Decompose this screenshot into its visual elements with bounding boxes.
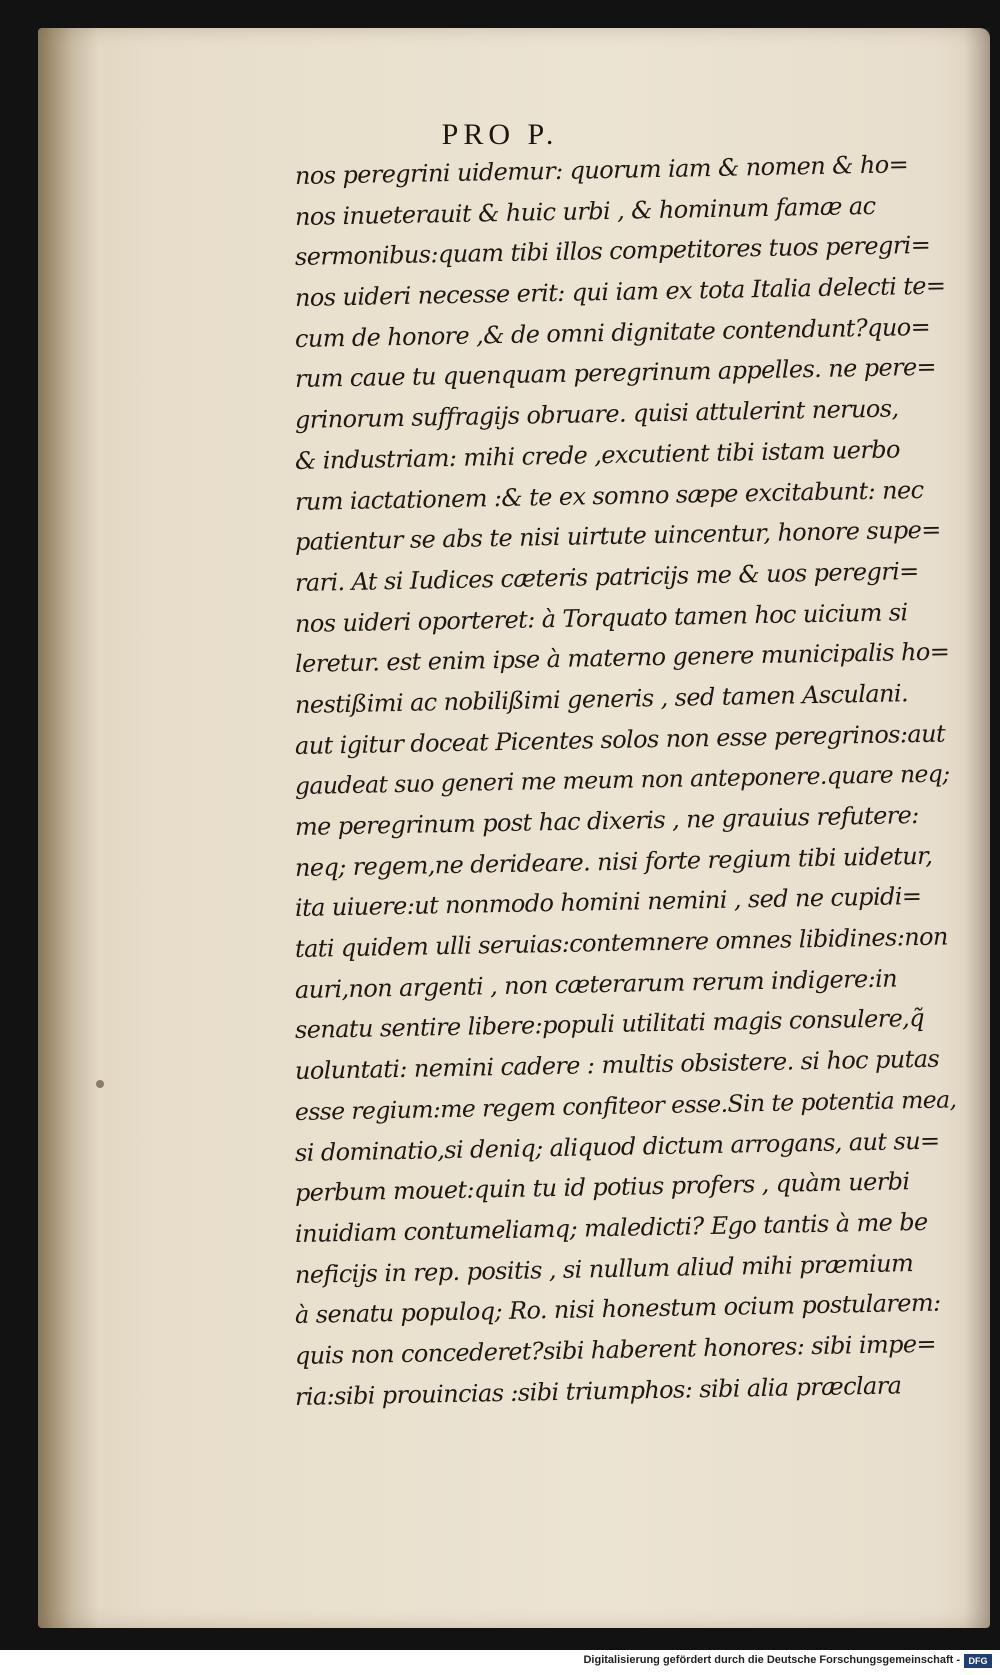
text-line: inuidiam contumeliamq; maledicti? Ego tantis à me be	[294, 1207, 928, 1248]
text-line: à senatu populoq; Ro. nisi honestum ocium postularem:	[294, 1288, 941, 1330]
text-line: perbum mouet:quin tu id potius profers , quàm uerbi	[294, 1167, 910, 1208]
body-text	[294, 150, 960, 1417]
text-line: rum iactationem :& te ex somno sæpe excitabunt: nec	[294, 475, 924, 516]
text-line: neq; regem,ne derideare. nisi forte regium tibi uidetur,	[294, 841, 933, 882]
text-line: ria:sibi prouincias :sibi triumphos: sibi alia præclara	[294, 1370, 902, 1411]
text-line: neficijs in rep. positis , si nullum aliud mihi præmium	[294, 1248, 914, 1289]
text-line: patientur se abs te nisi uirtute uincentur, honore supe=	[294, 515, 942, 557]
text-line: auri,non argenti , non cæterarum rerum indigere:in	[294, 964, 898, 1004]
text-line: grinorum suffragijs obruare. quisi attulerint neruos,	[294, 394, 899, 435]
text-line: nos peregrini uidemur: quorum iam & nomen & ho=	[294, 150, 909, 190]
running-head: PRO P.	[441, 118, 559, 151]
text-line: si dominatio,si deniq; aliquod dictum arrogans, aut su=	[294, 1126, 940, 1167]
dfg-logo: DFG	[964, 1654, 992, 1668]
text-line: gaudeat suo generi me meum non anteponere.quare neq;	[294, 759, 950, 801]
text-line: rum caue tu quenquam peregrinum appelles. ne pere=	[294, 353, 937, 394]
page-edge-shadow	[964, 28, 990, 1628]
text-line: me peregrinum post hac dixeris , ne grauius refutere:	[294, 801, 919, 841]
text-line: ita uiuere:ut nonmodo homini nemini , sed ne cupidi=	[294, 882, 922, 923]
text-line: uoluntati: nemini cadere : multis obsistere. si hoc putas	[294, 1044, 940, 1086]
ink-stain	[96, 1080, 104, 1088]
text-line: leretur. est enim ipse à materno genere municipalis ho=	[294, 637, 950, 679]
text-line: tati quidem ulli seruias:contemnere omnes libidines:non	[294, 922, 949, 964]
text-line: quis non concederet?sibi haberent honores: sibi impe=	[294, 1329, 937, 1370]
text-line: esse regium:me regem confiteor esse.Sin te potentia mea,	[294, 1085, 957, 1126]
text-line: aut igitur doceat Picentes solos non esse peregrinos:aut	[294, 719, 946, 760]
text-line: senatu sentire libere:populi utilitati magis consulere,q̃	[294, 1004, 925, 1045]
text-line: rari. At si Iudices cæteris patricijs me & uos peregri=	[294, 556, 919, 597]
page-gutter-shadow	[38, 28, 98, 1628]
text-line: & industriam: mihi crede ,excutient tibi istam uerbo	[294, 435, 901, 475]
footer-bar	[0, 1650, 1000, 1675]
text-line: cum de honore ,& de omni dignitate contendunt?quo=	[294, 312, 931, 353]
text-line: nestißimi ac nobilißimi generis , sed tamen Asculani.	[294, 679, 909, 719]
text-line: sermonibus:quam tibi illos competitores tuos peregri=	[294, 231, 931, 272]
funding-credit: Digitalisierung gefördert durch die Deutsche Forschungsgemeinschaft -	[583, 1654, 960, 1666]
text-line: nos uideri necesse erit: qui iam ex tota Italia delecti te=	[294, 271, 946, 313]
text-line: nos uideri oporteret: à Torquato tamen hoc uicium si	[294, 597, 908, 638]
text-line: nos inueterauit & huic urbi , & hominum famæ ac	[294, 191, 876, 231]
